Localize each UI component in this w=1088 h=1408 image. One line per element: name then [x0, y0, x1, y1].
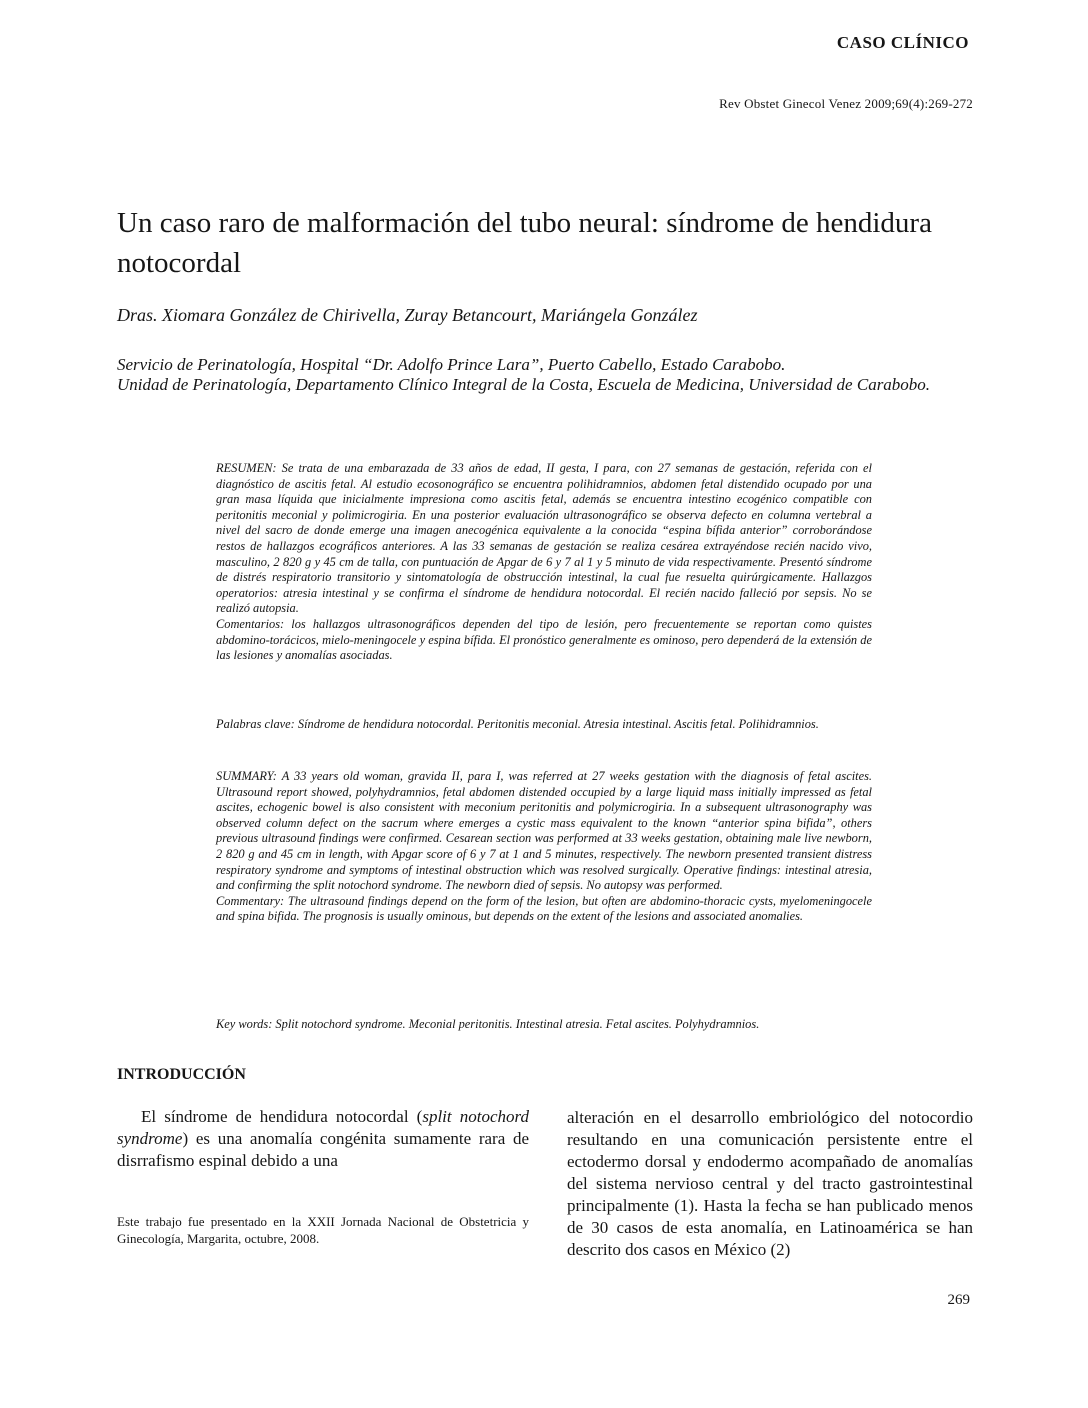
section-heading-introduccion: INTRODUCCIÓN: [117, 1066, 246, 1083]
comentarios-text: Comentarios: los hallazgos ultrasonográficos dependen del tipo de lesión, pero frecuentemente se reportan como quistes abdomino-torácicos, mielo-meningocele y espina bífida. El pronóstico generalmente es ominoso, pero dependerá de la extensión de las lesiones y anomalías asociadas.: [216, 616, 872, 663]
affiliation-1: Servicio de Perinatología, Hospital “Dr. Adolfo Prince Lara”, Puerto Cabello, Estado Carabobo.: [117, 355, 786, 374]
article-title: Un caso raro de malformación del tubo neural: síndrome de hendidura notocordal: [117, 207, 932, 279]
resumen-text: RESUMEN: Se trata de una embarazada de 33 años de edad, II gesta, I para, con 27 semanas de gestación, referida con el diagnóstico de ascitis fetal. Al estudio ecosonográfico se encuentra polihidramnios, abdomen fetal distendido ocupado por una gran masa líquida que inicialmente impresiona como ascitis fetal, además se encuentra intestino ecogénico compatible con peritonitis meconial y polimicrogiria. En una posterior evaluación ultrasonográfico se observa defecto en columna vertebral a nivel del sacro de donde emerge una imagen anecogénica equivalente a la conocida “espina bífida anterior” corroborándose restos de hallazgos ecográficos anteriores. A las 33 semanas de gestación se realiza cesárea extrayéndose recién nacido vivo, masculino, 2 820 g y 45 cm de talla, con puntuación de Apgar de 6 y 7 al 1 y 5 minuto de vida respectivamente. Presentó síndrome de distrés respiratorio transitorio y sintomatología de obstrucción intestinal, la cual fue resuelta quirúrgicamente. Hallazgos operatorios: atresia intestinal y se confirma el síndrome de hendidura notocordal. El recién nacido falleció por sepsis. No se realizó autopsia.: [216, 461, 872, 616]
body-right-column: alteración en el desarrollo embriológico del notocordio resultando en una comunicación persistente entre el ectodermo dorsal y endodermo acompañado de anomalías del sistema nervioso central y del tracto gastrointestinal principalmente (1). Hasta la fecha se han publicado menos de 30 casos de esta anomalía, en Latinoamérica se han descrito dos casos en México (2): [567, 1108, 973, 1259]
section-label: CASO CLÍNICO: [836, 33, 969, 52]
abstract-spanish: [216, 461, 872, 664]
page-number: 269: [947, 1292, 970, 1308]
commentary-text: Commentary: The ultrasound findings depend on the form of the lesion, but often are abdomino-thoracic cysts, myelomeningocele and spina bifida. The prognosis is usually ominous, but depends on the extent of the lesions and associated anomalies.: [216, 893, 872, 924]
footnote: Este trabajo fue presentado en la XXII Jornada Nacional de Obstetricia y Ginecología, Margarita, octubre, 2008.: [117, 1214, 529, 1246]
summary-text: SUMMARY: A 33 years old woman, gravida II, para I, was referred at 27 weeks gestation with the diagnosis of fetal ascites. Ultrasound report showed, polyhydramnios, fetal abdomen distended occupied by a large liquid mass initially impressed as fetal ascites, echogenic bowel is also consistent with meconium peritonitis and polymicrogiria. In a subsequent ultrasonography was observed column defect on the sacrum where emerges a cystic mass equivalent to the known “anterior spina bifida”, others previous ultrasound findings were confirmed. Cesarean section was performed at 33 weeks gestation, obtaining male live newborn, 2 820 g and 45 cm in length, with Apgar score of 6 y 7 at 1 and 5 minutes, respectively. The newborn presented transient distress respiratory syndrome and symptoms of intestinal obstruction which was resolved surgically. Operative findings: intestinal atresia, and confirming the split notochord syndrome. The newborn died of sepsis. No autopsy was performed.: [216, 769, 872, 893]
left-col-start: El síndrome de hendidura notocordal (: [141, 1107, 423, 1126]
palabras-clave: Palabras clave: Síndrome de hendidura notocordal. Peritonitis meconial. Atresia intestinal. Ascitis fetal. Polihidramnios.: [216, 717, 819, 731]
left-col-end: ) es una anomalía congénita sumamente rara de disrrafismo espinal debido a una: [117, 1129, 529, 1170]
abstract-english: [216, 769, 872, 925]
author-list: Dras. Xiomara González de Chirivella, Zuray Betancourt, Mariángela González: [117, 305, 698, 325]
left-col-italic-term: split notochord syndrome: [117, 1107, 529, 1148]
journal-citation: Rev Obstet Ginecol Venez 2009;69(4):269-272: [719, 96, 973, 111]
key-words: Key words: Split notochord syndrome. Meconial peritonitis. Intestinal atresia. Fetal ascites. Polyhydramnios.: [216, 1017, 760, 1031]
body-left-column: [117, 1106, 529, 1172]
affiliations: [117, 355, 977, 395]
affiliation-2: Unidad de Perinatología, Departamento Clínico Integral de la Costa, Escuela de Medicina, Universidad de Carabobo.: [117, 375, 931, 394]
